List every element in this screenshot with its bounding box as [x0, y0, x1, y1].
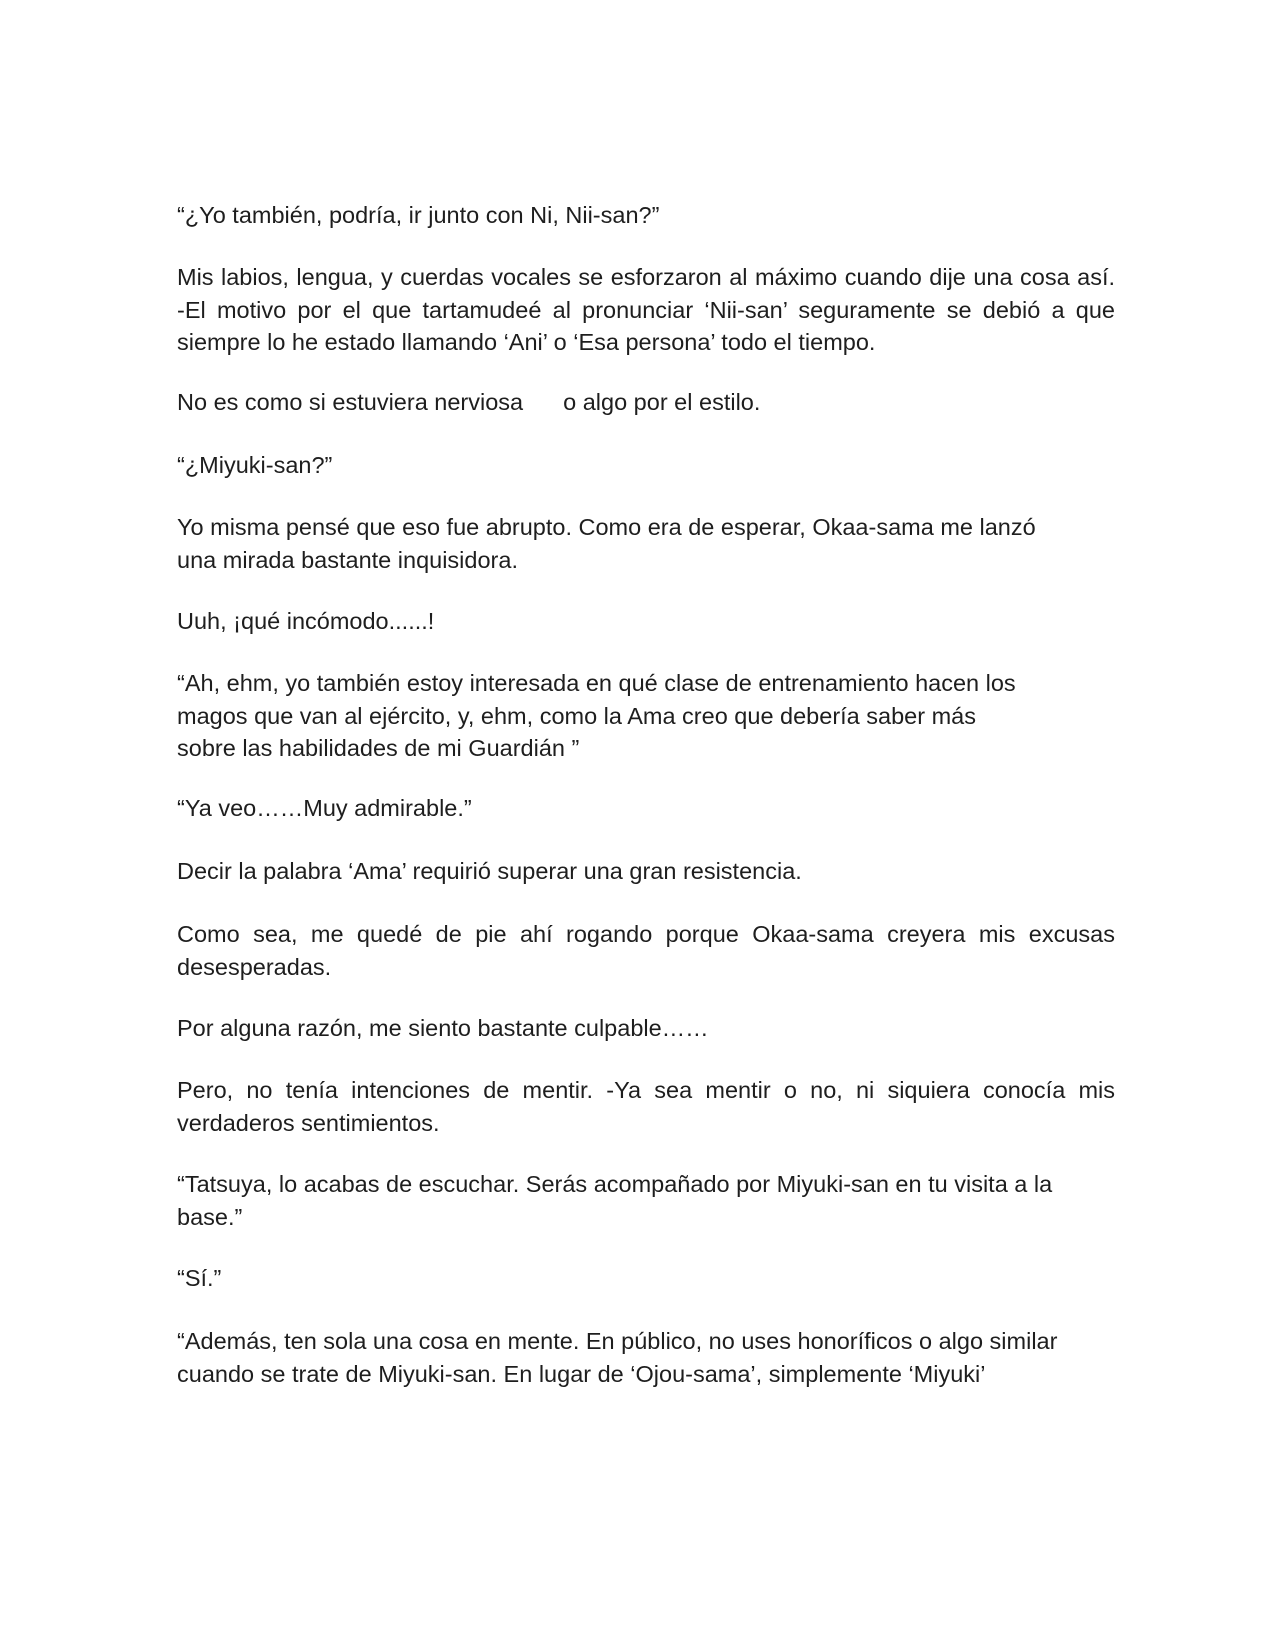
paragraph-3 — [177, 386, 1115, 419]
line: sobre las habilidades de mi Guardián ” — [177, 735, 580, 761]
line: cuando se trate de Miyuki-san. En lugar de ‘Ojou-sama’, simplemente ‘Miyuki’ — [177, 1360, 986, 1387]
paragraph-7 — [177, 667, 1077, 765]
line: Uuh, ¡qué incómodo......! — [177, 608, 435, 634]
paragraph-6 — [177, 605, 1115, 638]
paragraph-2 — [177, 261, 1115, 359]
paragraph-4 — [177, 449, 1115, 482]
line: Mis labios, lengua, y cuerdas vocales se esforzaron al máximo cuando dije una — [177, 264, 1013, 290]
line: “Además, ten sola una cosa en mente. En público, no uses honoríficos o algo similar — [177, 1328, 1058, 1354]
line: cosa así. -El motivo por el que tartamudeé al pronunciar ‘Nii-san’ seguramente se — [177, 264, 1116, 323]
paragraph-11 — [177, 1012, 1115, 1045]
paragraph-15 — [177, 1325, 1115, 1390]
paragraph-14 — [177, 1262, 1115, 1295]
line: debió a que siempre lo he estado llamando ‘Ani’ o ‘Esa persona’ todo el tiempo. — [177, 296, 1115, 355]
line: Pero, no tenía intenciones de mentir. -Ya sea mentir o no, ni siquiera conocía mis — [177, 1077, 1115, 1103]
line: Por alguna razón, me siento bastante culpable…… — [177, 1015, 709, 1041]
paragraph-1 — [177, 199, 1115, 232]
line: No es como si estuviera nerviosa — [177, 389, 524, 415]
line: o algo por el estilo. — [563, 389, 761, 415]
line: “Tatsuya, lo acabas de escuchar. Serás acompañado por Miyuki-san en tu visita a la — [177, 1171, 1053, 1197]
line: una mirada bastante inquisidora. — [177, 546, 518, 573]
line: Yo misma pensé que eso fue abrupto. Como era de esperar, Okaa-sama me lanzó — [177, 514, 1036, 540]
paragraph-13 — [177, 1168, 1115, 1233]
paragraph-8 — [177, 792, 1115, 825]
paragraph-10 — [177, 918, 1115, 983]
line: “¿Miyuki-san?” — [177, 452, 333, 478]
line: “Ah, ehm, yo también estoy interesada en qué clase de entrenamiento hacen los — [177, 670, 1016, 696]
line: Decir la palabra ‘Ama’ requirió superar una gran resistencia. — [177, 858, 802, 884]
line: “Ya veo……Muy admirable.” — [177, 795, 472, 821]
line: Como sea, me quedé de pie ahí rogando porque Okaa-sama creyera mis excusas — [177, 921, 1115, 947]
line: desesperadas. — [177, 953, 332, 980]
line: verdaderos sentimientos. — [177, 1109, 440, 1136]
paragraph-5 — [177, 511, 1115, 576]
paragraph-12 — [177, 1074, 1115, 1139]
line: base.” — [177, 1203, 243, 1230]
line: magos que van al ejército, y, ehm, como la Ama creo que debería saber más — [177, 702, 976, 729]
line: “¿Yo también, podría, ir junto con Ni, Nii-san?” — [177, 202, 660, 228]
paragraph-9 — [177, 855, 1115, 888]
line: “Sí.” — [177, 1265, 222, 1291]
